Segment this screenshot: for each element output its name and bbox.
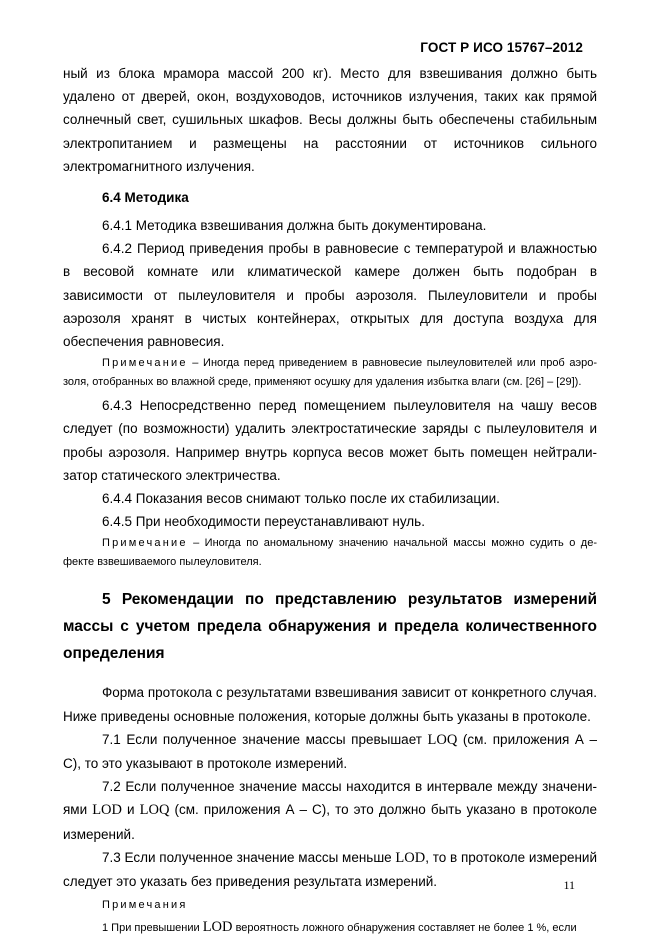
paragraph-6-4-1: 6.4.1 Методика взвешивания должна быть документирована. bbox=[102, 218, 487, 234]
lod-term: LOD bbox=[395, 849, 426, 866]
paragraph-6-4-3: 6.4.3 Непосредственно перед помещением пылеуловителя на чашу весов следует (по возможности) удалить электростатические заряды с пылеуловителя и пробы аэрозоля. Например внутрь корпуса весов может быть помещен нейтрализатор статического электричества. bbox=[63, 398, 597, 483]
paragraph-6-4-2: 6.4.2 Период приведения пробы в равновесие с температурой и влажностью в весовой комнате или климатической камере должен быть подобран в зависимости от пылеуловителя и пробы аэрозоля. Пылеуловители и пробы аэрозоля хранят в чистых контейнерах, открытых для доступа воздуха для обеспечения равновесия. bbox=[63, 241, 597, 350]
notes-title: Примечания bbox=[102, 899, 188, 912]
note-label: Примечание bbox=[102, 357, 188, 370]
loq-term: LOQ bbox=[427, 731, 458, 748]
paragraph-7-2 bbox=[63, 775, 597, 846]
document-code-header: ГОСТ Р ИСО 15767–2012 bbox=[420, 40, 583, 55]
paragraph-intro: Форма протокола с результатами взвешивания зависит от конкретного случая. Ниже приведены основные положения, которые должны быть указаны в протоколе. bbox=[63, 685, 597, 724]
text-run: (см. приложения А – С), то это указывают в протоколе измерений. bbox=[63, 731, 597, 772]
paragraph-7-3 bbox=[63, 846, 597, 893]
text-run: и bbox=[122, 802, 140, 818]
text-run: 7.2 Если полученное значение массы находится в интервале между значениями bbox=[63, 779, 597, 818]
note-text: – Иногда перед приведением в равновесие пылеуловителей или проб аэрозоля, отобранных во влажной среде, применяют осушку для удаления избытка влаги (см. [26] – [29]). bbox=[63, 357, 597, 389]
paragraph-6-4-5: 6.4.5 При необходимости переустанавливают нуль. bbox=[102, 514, 425, 530]
text-run: (см. приложения А – С), то это должно быть указано в протоколе измерений. bbox=[63, 802, 597, 842]
loq-term: LOQ bbox=[139, 802, 170, 819]
text-run: вероятность ложного обнаружения составляет не более 1 %, если bbox=[232, 922, 577, 935]
paragraph-continuation: ный из блока мрамора массой 200 кг). Место для взвешивания должно быть удалено от дверей, окон, воздуховодов, источников излучения, таких как прямой солнечный свет, сушильных шкафов. Весы должны быть обеспечены стабильным электропитанием и размещены на расстоянии от источников сильного электромагнитного излучения. bbox=[63, 66, 597, 174]
page-content bbox=[63, 62, 597, 940]
paragraph-6-4-4: 6.4.4 Показания весов снимают только после их стабилизации. bbox=[102, 491, 500, 507]
lod-term: LOD bbox=[92, 802, 122, 819]
text-run: 1 При превышении bbox=[102, 922, 203, 935]
page-number: 11 bbox=[563, 878, 575, 892]
text-run: 7.3 Если полученное значение массы меньше bbox=[102, 849, 396, 865]
note-label: Примечание bbox=[102, 537, 188, 550]
section-heading-6-4: 6.4 Методика bbox=[102, 190, 189, 206]
paragraph-7-1 bbox=[63, 728, 597, 775]
note-1 bbox=[63, 354, 597, 392]
note-2 bbox=[63, 534, 597, 572]
section-heading-5: 5 Рекомендации по представлению результатов измерений массы с учетом предела обнаружения и предела количественного определения bbox=[63, 591, 597, 663]
note-3 bbox=[63, 918, 597, 938]
text-run: , то в протоколе измерений следует это указать без приведения результата измерений. bbox=[63, 849, 597, 890]
lod-term: LOD bbox=[202, 919, 233, 936]
text-run: 7.1 Если полученное значение массы превышает bbox=[102, 731, 428, 747]
note-text: – Иногда по аномальному значению начальной массы можно судить о дефекте взвешиваемого пылеуловителя. bbox=[63, 537, 597, 569]
